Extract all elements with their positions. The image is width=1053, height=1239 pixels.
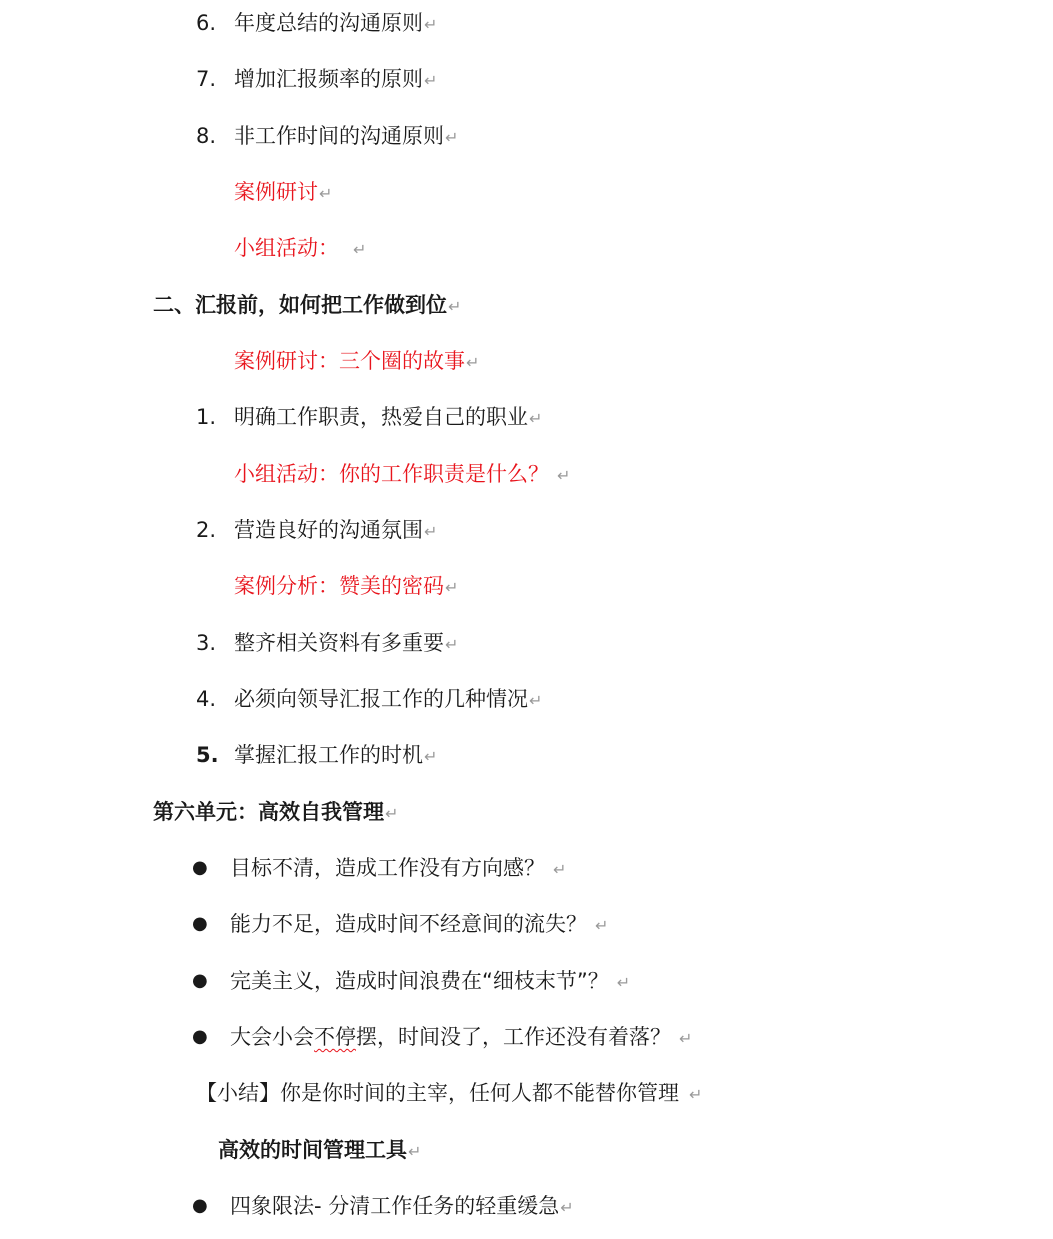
item-number: 8. bbox=[196, 124, 217, 148]
paragraph-mark-icon: ↵ bbox=[445, 128, 459, 147]
item-text: 四象限法- 分清工作任务的轻重缓急 bbox=[230, 1194, 560, 1218]
paragraph-mark-icon: ↵ bbox=[595, 916, 609, 935]
paragraph-mark-icon: ↵ bbox=[529, 691, 543, 710]
item-text: 案例分析：赞美的密码 bbox=[234, 574, 444, 598]
paragraph-mark-icon: ↵ bbox=[385, 804, 399, 823]
item-number: 6. bbox=[196, 11, 217, 35]
item-text: 目标不清，造成工作没有方向感？ bbox=[230, 856, 545, 880]
item-number: 3. bbox=[196, 631, 217, 655]
item-text: 完美主义，造成时间浪费在“细枝末节”？ bbox=[230, 969, 609, 993]
paragraph-mark-icon: ↵ bbox=[424, 747, 438, 766]
item-text: 非工作时间的沟通原则 bbox=[234, 124, 444, 148]
item-number: 4. bbox=[196, 687, 217, 711]
paragraph-mark-icon: ↵ bbox=[408, 1142, 422, 1161]
paragraph-mark-icon: ↵ bbox=[689, 1085, 703, 1104]
paragraph-mark-icon: ↵ bbox=[448, 297, 462, 316]
paragraph-mark-icon: ↵ bbox=[424, 15, 438, 34]
heading-text: 二、汇报前，如何把工作做到位 bbox=[153, 293, 447, 317]
item-text-part: 大会小会 bbox=[230, 1025, 314, 1049]
item-number: 7. bbox=[196, 67, 217, 91]
bullet-icon: ● bbox=[192, 913, 208, 934]
item-text: 必须向领导汇报工作的几种情况 bbox=[234, 687, 528, 711]
item-text-part: 摆，时间没了，工作还没有着落？ bbox=[356, 1025, 671, 1049]
paragraph-mark-icon: ↵ bbox=[529, 409, 543, 428]
paragraph-mark-icon: ↵ bbox=[445, 635, 459, 654]
item-text: 能力不足，造成时间不经意间的流失？ bbox=[230, 912, 587, 936]
spellcheck-flagged-text[interactable]: 不停 bbox=[314, 1025, 356, 1049]
heading-text: 高效的时间管理工具 bbox=[218, 1138, 407, 1162]
item-number: 5. bbox=[196, 743, 219, 767]
item-text: 小组活动： bbox=[234, 236, 339, 260]
item-text: 增加汇报频率的原则 bbox=[234, 67, 423, 91]
paragraph-mark-icon: ↵ bbox=[353, 240, 367, 259]
item-number: 2. bbox=[196, 518, 217, 542]
item-text: 案例研讨 bbox=[234, 180, 318, 204]
item-text: 掌握汇报工作的时机 bbox=[234, 743, 423, 767]
paragraph-mark-icon: ↵ bbox=[560, 1198, 574, 1217]
heading-text: 第六单元：高效自我管理 bbox=[153, 800, 384, 824]
item-number: 1. bbox=[196, 405, 217, 429]
bullet-icon: ● bbox=[192, 1026, 208, 1047]
item-text: 【小结】你是你时间的主宰，任何人都不能替你管理 bbox=[196, 1081, 679, 1105]
item-text: 小组活动：你的工作职责是什么？ bbox=[234, 462, 549, 486]
paragraph-mark-icon: ↵ bbox=[319, 184, 333, 203]
bullet-icon: ● bbox=[192, 857, 208, 878]
paragraph-mark-icon: ↵ bbox=[424, 522, 438, 541]
item-text: 整齐相关资料有多重要 bbox=[234, 631, 444, 655]
paragraph-mark-icon: ↵ bbox=[445, 578, 459, 597]
bullet-icon: ● bbox=[192, 970, 208, 991]
paragraph-mark-icon: ↵ bbox=[466, 353, 480, 372]
paragraph-mark-icon: ↵ bbox=[557, 466, 571, 485]
item-text: 明确工作职责，热爱自己的职业 bbox=[234, 405, 528, 429]
paragraph-mark-icon: ↵ bbox=[553, 860, 567, 879]
item-text: 营造良好的沟通氛围 bbox=[234, 518, 423, 542]
item-text: 案例研讨：三个圈的故事 bbox=[234, 349, 465, 373]
paragraph-mark-icon: ↵ bbox=[424, 71, 438, 90]
paragraph-mark-icon: ↵ bbox=[679, 1029, 693, 1048]
paragraph-mark-icon: ↵ bbox=[616, 973, 631, 992]
item-text: 年度总结的沟通原则 bbox=[234, 11, 423, 35]
bullet-icon: ● bbox=[192, 1195, 208, 1216]
